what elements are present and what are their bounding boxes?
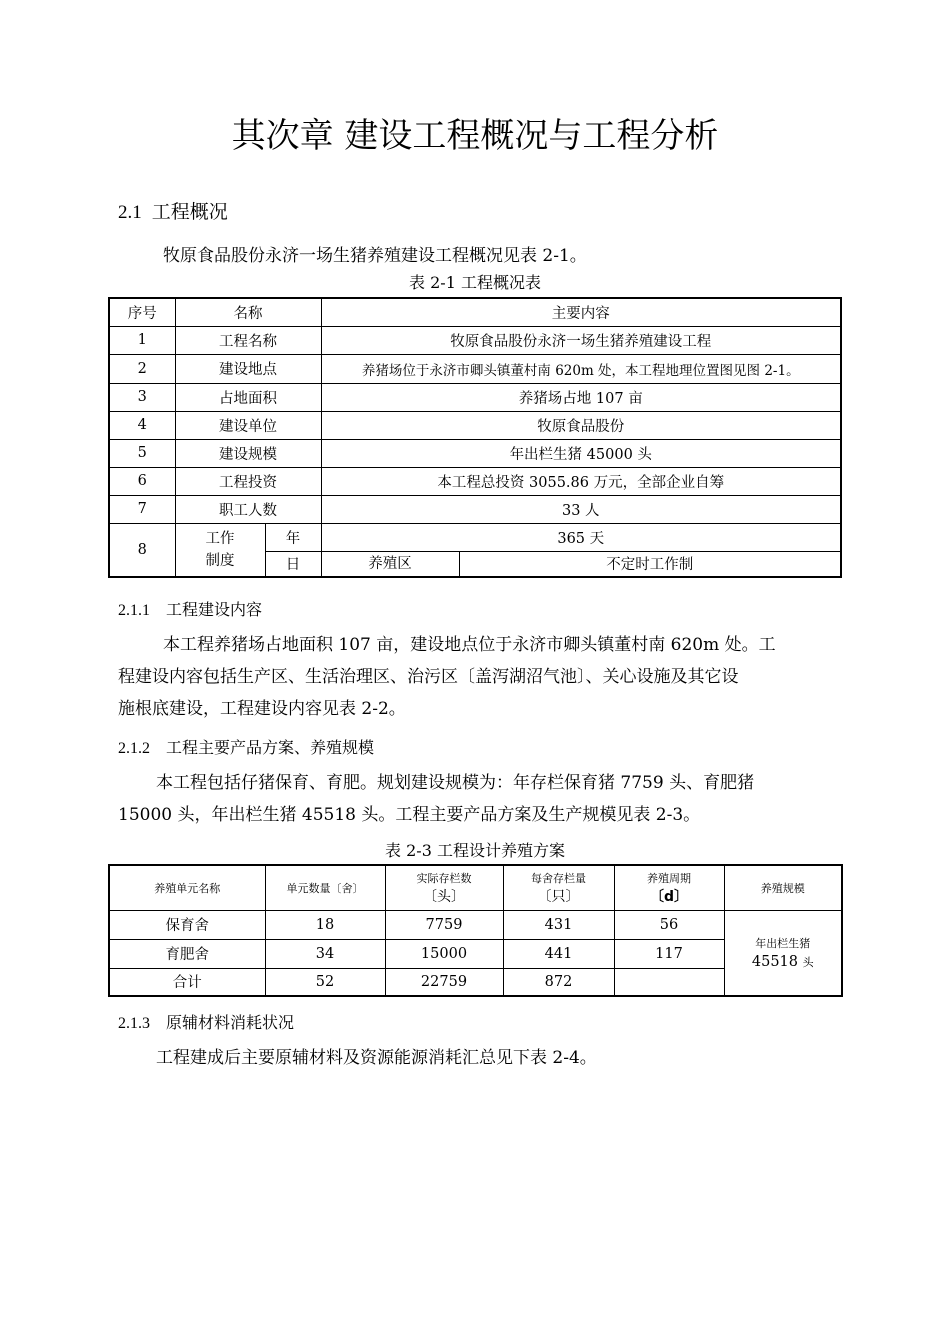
table-cell: 1 (109, 326, 175, 354)
work-system-line1: 工作 (205, 530, 235, 547)
header-line: 养殖周期 (647, 871, 691, 885)
section-heading-2-1-2 (118, 735, 374, 758)
header-cell: 单元数量〔舍〕 (265, 865, 385, 910)
table-row (109, 495, 841, 523)
header-cell (503, 865, 614, 910)
section-heading-2-1-1 (118, 597, 262, 620)
table-header-row (109, 298, 841, 326)
table-cell: 不定时工作制 (459, 551, 841, 577)
header-cell: 养殖规模 (724, 865, 842, 910)
table-cell: 2 (109, 354, 175, 383)
section-number: 2.1.1 (118, 602, 150, 619)
table-row (109, 467, 841, 495)
section-number: 2.1.3 (118, 1015, 150, 1032)
table-cell (614, 968, 724, 996)
table-cell: 合计 (109, 968, 265, 996)
page-title: 其次章 建设工程概况与工程分析 (231, 116, 719, 156)
section-title: 工程概况 (151, 201, 228, 223)
scale-number: 45518 (751, 953, 799, 970)
table-cell: 441 (503, 939, 614, 968)
header-cell: 养殖单元名称 (109, 865, 265, 910)
table-cell: 18 (265, 910, 385, 939)
table-cell: 本工程总投资 3055.86 万元，全部企业自筹 (321, 467, 841, 495)
table-cell: 育肥舍 (109, 939, 265, 968)
table-cell: 7 (109, 495, 175, 523)
table-row (109, 439, 841, 467)
table-cell: 养猪场位于永济市卿头镇董村南 620m 处，本工程地理位置图见图 2-1。 (321, 354, 841, 383)
table-cell: 养殖区 (321, 551, 459, 577)
section-number: 2.1 (118, 202, 142, 223)
header-cell (614, 865, 724, 910)
table-cell: 牧原食品股份 (321, 411, 841, 439)
table-cell: 建设地点 (175, 354, 321, 383)
table-cell: 年出栏生猪 45000 头 (321, 439, 841, 467)
table-cell: 保育舍 (109, 910, 265, 939)
table-2-3-caption: 表 2-3 工程设计养殖方案 (385, 841, 565, 860)
table-row (109, 326, 841, 354)
paragraph-line: 施根底建设，工程建设内容见表 2-2。 (118, 699, 406, 719)
table-2-1-caption: 表 2-1 工程概况表 (409, 273, 541, 292)
table-row (109, 523, 841, 551)
table-cell: 365 天 (321, 523, 841, 551)
table-cell: 56 (614, 910, 724, 939)
table-row (109, 354, 841, 383)
table-cell: 7759 (385, 910, 503, 939)
table-cell: 牧原食品股份永济一场生猪养殖建设工程 (321, 326, 841, 354)
breeding-plan-table (108, 864, 843, 997)
section-heading-2-1-3 (118, 1010, 294, 1033)
table-row (109, 411, 841, 439)
table-cell: 建设单位 (175, 411, 321, 439)
table-cell: 日 (265, 551, 321, 577)
table-cell: 872 (503, 968, 614, 996)
scale-cell (724, 910, 842, 996)
header-unit: 〔只〕 (537, 888, 580, 905)
section-heading-2-1 (118, 197, 228, 224)
table-cell: 建设规模 (175, 439, 321, 467)
section-title: 原辅材料消耗状况 (166, 1013, 295, 1032)
header-cell: 序号 (109, 298, 175, 326)
header-cell: 主要内容 (321, 298, 841, 326)
work-system-line2: 制度 (205, 552, 235, 569)
paragraph-line: 程建设内容包括生产区、生活治理区、治污区〔盖泻湖沼气池〕、关心设施及其它设 (118, 667, 739, 687)
table-cell: 4 (109, 411, 175, 439)
table-cell: 工程投资 (175, 467, 321, 495)
header-line: 每舍存栏量 (531, 871, 586, 885)
table-cell: 5 (109, 439, 175, 467)
table-cell: 6 (109, 467, 175, 495)
table-cell: 34 (265, 939, 385, 968)
table-cell: 年 (265, 523, 321, 551)
scale-label: 年出栏生猪 (755, 936, 811, 950)
paragraph-line: 工程建成后主要原辅材料及资源能源消耗汇总见下表 2-4。 (156, 1048, 597, 1068)
table-cell: 117 (614, 939, 724, 968)
header-unit: 〔头〕 (423, 888, 465, 905)
table-row (109, 383, 841, 411)
section-number: 2.1.2 (118, 740, 150, 757)
table-cell: 15000 (385, 939, 503, 968)
table-cell: 52 (265, 968, 385, 996)
section-title: 工程主要产品方案、养殖规模 (166, 738, 375, 757)
project-overview-table (108, 297, 842, 578)
table-cell: 431 (503, 910, 614, 939)
table-cell: 占地面积 (175, 383, 321, 411)
paragraph-line: 15000 头，年出栏生猪 45518 头。工程主要产品方案及生产规模见表 2-3。 (118, 805, 701, 825)
header-cell: 名称 (175, 298, 321, 326)
table-header-row (109, 865, 842, 910)
table-cell: 工程名称 (175, 326, 321, 354)
header-cell (385, 865, 503, 910)
table-cell: 3 (109, 383, 175, 411)
section-title: 工程建设内容 (166, 600, 263, 619)
header-unit: 〔d〕 (649, 888, 689, 905)
header-line: 实际存栏数 (416, 871, 472, 885)
table-cell: 养猪场占地 107 亩 (321, 383, 841, 411)
table-row (109, 910, 842, 939)
table-cell: 8 (109, 523, 175, 577)
table-cell: 33 人 (321, 495, 841, 523)
table-cell: 职工人数 (175, 495, 321, 523)
table-cell: 22759 (385, 968, 503, 996)
scale-unit: 头 (802, 955, 814, 969)
paragraph-line: 本工程包括仔猪保育、育肥。规划建设规模为：年存栏保育猪 7759 头、育肥猪 (156, 773, 755, 793)
work-system-label (175, 523, 265, 577)
paragraph-line: 本工程养猪场占地面积 107 亩，建设地点位于永济市卿头镇董村南 620m 处。工 (163, 635, 776, 655)
intro-paragraph: 牧原食品股份永济一场生猪养殖建设工程概况见表 2-1。 (163, 246, 587, 266)
